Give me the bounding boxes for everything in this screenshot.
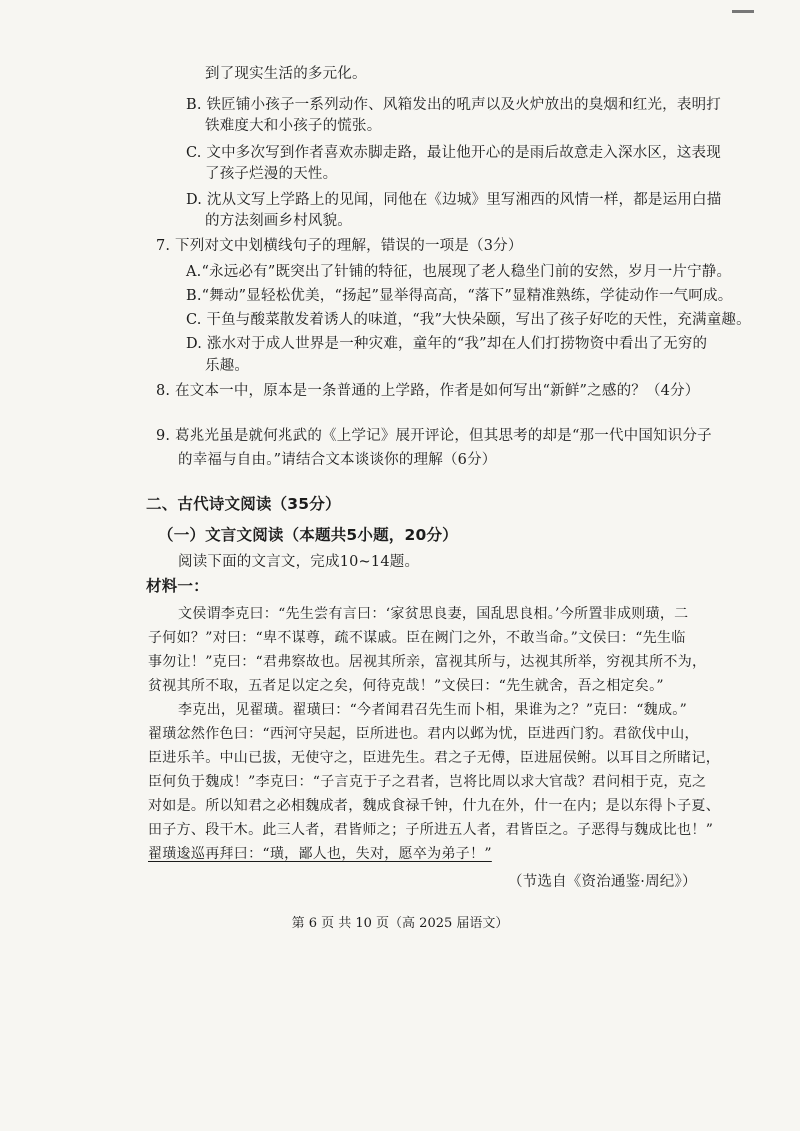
question-7: 7. 下列对文中划横线句子的理解，错误的一项是（3分） [156, 238, 523, 254]
scan-corner-mark [732, 10, 754, 13]
q7-option-d: D. 涨水对于成人世界是一种灾难，童年的“我”却在人们打捞物资中看出了无穷的 [186, 336, 708, 352]
passage-line: 事勿让！”克曰：“君弗察故也。居视其所亲，富视其所与，达视其所举，穷视其所不为， [148, 654, 707, 670]
passage-line: 李克出，见翟璜。翟璜曰：“今者闻君召先生而卜相，果谁为之？”克曰：“魏成。” [178, 702, 688, 718]
passage-line: 贫视其所不取，五者足以定之矣，何待克哉！”文侯曰：“先生就舍，吾之相定矣。” [148, 678, 664, 694]
q6-option-d-cont: 的方法刻画乡村风貌。 [205, 213, 352, 229]
reading-instruction: 阅读下面的文言文，完成10~14题。 [178, 554, 420, 570]
passage-line: 田子方、段干木。此三人者，君皆师之；子所进五人者，君皆臣之。子恶得与魏成比也！” [148, 822, 714, 838]
q7-option-a: A.“永远必有”既突出了针铺的特征，也展现了老人稳坐门前的安然，岁月一片宁静。 [186, 264, 732, 280]
passage-line: 文侯谓李克曰：“先生尝有言曰：‘家贫思良妻，国乱思良相。’今所置非成则璜，二 [178, 606, 689, 622]
question-9: 9. 葛兆光虽是就何兆武的《上学记》展开评论，但其思考的却是“那一代中国知识分子 [156, 428, 712, 444]
option-a-continued: 到了现实生活的多元化。 [205, 66, 367, 82]
q7-option-c: C. 干鱼与酸菜散发着诱人的味道，“我”大快朵颐，写出了孩子好吃的天性，充满童趣。 [186, 312, 751, 328]
passage-line: 臣进乐羊。中山已拔，无使守之，臣进先生。君之子无傅，臣进屈侯鲋。以耳目之所睹记， [148, 750, 720, 766]
q6-option-c: C. 文中多次写到作者喜欢赤脚走路，最让他开心的是雨后故意走入深水区，这表现 [186, 145, 721, 161]
passage-line: 子何如？”对曰：“卑不谋尊，疏不谋戚。臣在阙门之外，不敢当命。”文侯曰：“先生临 [148, 630, 686, 646]
passage-line: 臣何负于魏成！”李克曰：“子言克于子之君者，岂将比周以求大官哉？君问相于克，克之 [148, 774, 707, 790]
source-citation: （节选自《资治通鉴·周纪》） [508, 874, 697, 890]
passage-line: 对如是。所以知君之必相魏成者，魏成食禄千钟，什九在外，什一在内；是以东得卜子夏、 [148, 798, 720, 814]
q6-option-b-cont: 铁难度大和小孩子的慌张。 [205, 118, 382, 134]
question-9-cont: 的幸福与自由。”请结合文本谈谈你的理解（6分） [178, 452, 497, 468]
material-label: 材料一： [146, 577, 209, 595]
question-8: 8. 在文本一中，原本是一条普通的上学路，作者是如何写出“新鲜”之感的？（4分） [156, 383, 700, 399]
passage-underlined-line: 翟璜逡巡再拜曰：“璜，鄙人也，失对，愿卒为弟子！” [148, 846, 492, 862]
q7-option-b: B.“舞动”显轻松优美，“扬起”显举得高高，“落下”显精准熟练，学徒动作一气呵成。 [186, 288, 733, 304]
section-heading: 二、古代诗文阅读（35分） [146, 495, 341, 513]
q6-option-d: D. 沈从文写上学路上的见闻，同他在《边城》里写湘西的风情一样，都是运用白描 [186, 192, 722, 208]
passage-line: 翟璜忿然作色曰：“西河守吴起，臣所进也。君内以邺为忧，臣进西门豹。君欲伐中山， [148, 726, 699, 742]
q6-option-b: B. 铁匠铺小孩子一系列动作、风箱发出的吼声以及火炉放出的臭烟和红光，表明打 [186, 97, 721, 113]
page-footer: 第 6 页 共 10 页（高 2025 届语文） [291, 916, 509, 931]
q7-option-d-cont: 乐趣。 [205, 358, 250, 374]
q6-option-c-cont: 了孩子烂漫的天性。 [205, 166, 338, 182]
subsection-heading: （一）文言文阅读（本题共5小题，20分） [158, 526, 458, 544]
